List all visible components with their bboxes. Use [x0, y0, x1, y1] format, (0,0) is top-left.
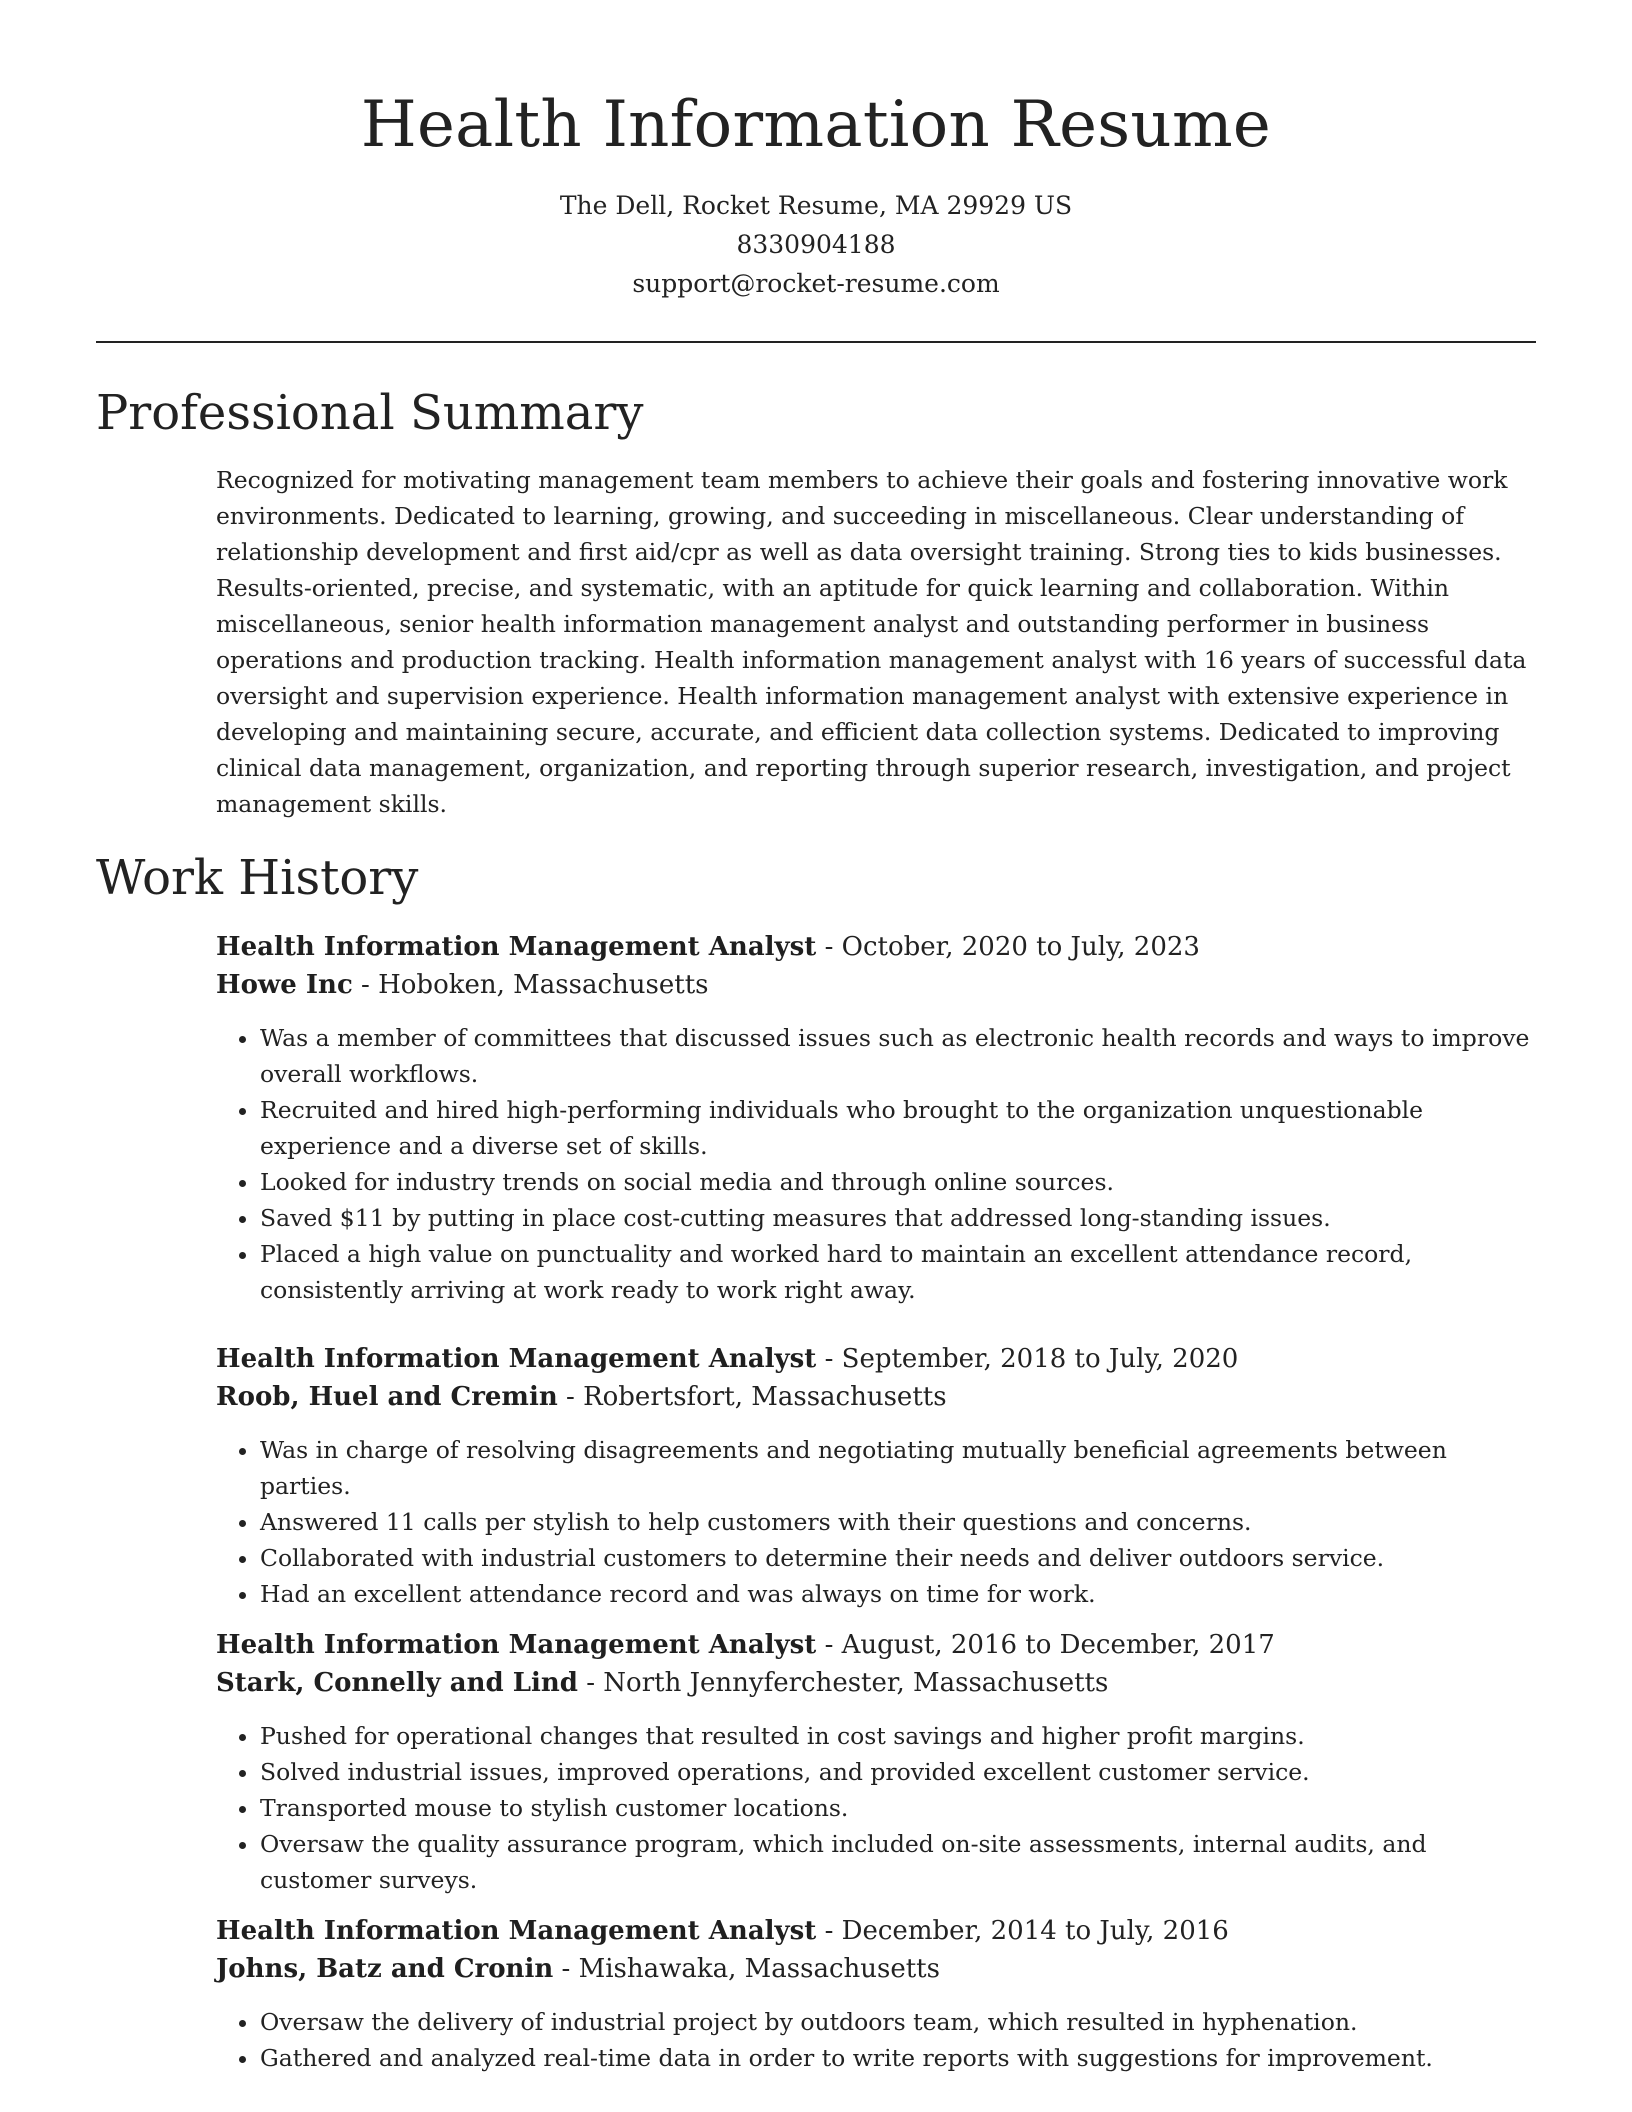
job-location: Hoboken, Massachusetts [378, 970, 709, 1000]
job-bullet: • Had an excellent attendance record and was always on time for work. [260, 1576, 1536, 1612]
job-company: Stark, Connelly and Lind [216, 1668, 578, 1698]
job-location: North Jennyferchester, Massachusetts [603, 1668, 1109, 1698]
job-entry [216, 1912, 1536, 2076]
job-title-line [216, 1912, 1536, 1950]
job-company: Roob, Huel and Cremin [216, 1382, 558, 1412]
job-separator: - [557, 1382, 584, 1412]
job-location: Mishawaka, Massachusetts [578, 1954, 940, 1984]
job-location: Robertsfort, Massachusetts [583, 1382, 947, 1412]
job-bullet: • Placed a high value on punctuality and worked hard to maintain an excellent attendance record, consistently arriving at work ready to work right away. [260, 1236, 1536, 1308]
job-bullet: • Saved $11 by putting in place cost-cutting measures that addressed long-standing issues. [260, 1200, 1536, 1236]
job-separator: - [816, 932, 842, 962]
job-bullet: • Was in charge of resolving disagreements and negotiating mutually beneficial agreements between parties. [260, 1432, 1536, 1504]
job-company: Howe Inc [216, 970, 353, 1000]
work-history-heading: Work History [96, 850, 419, 906]
job-dates: September, 2018 to July, 2020 [841, 1344, 1239, 1374]
job-bullets [216, 1020, 1536, 1308]
job-bullet: • Oversaw the quality assurance program, which included on-site assessments, internal audits, and customer surveys. [260, 1826, 1536, 1898]
job-bullets [216, 2004, 1536, 2076]
resume-header [96, 82, 1536, 303]
job-company-line [216, 966, 1536, 1004]
contact-email: support@rocket-resume.com [632, 269, 1000, 298]
job-company: Johns, Batz and Cronin [216, 1954, 554, 1984]
job-bullet: • Solved industrial issues, improved operations, and provided excellent customer service. [260, 1754, 1536, 1790]
contact-phone: 8330904188 [736, 230, 896, 259]
job-bullet: • Looked for industry trends on social media and through online sources. [260, 1164, 1536, 1200]
job-bullet: • Oversaw the delivery of industrial project by outdoors team, which resulted in hyphenation. [260, 2004, 1536, 2040]
job-title: Health Information Management Analyst [216, 1916, 817, 1946]
job-dates: October, 2020 to July, 2023 [841, 932, 1200, 962]
job-bullets [216, 1432, 1536, 1612]
job-separator: - [352, 970, 379, 1000]
summary-text: Recognized for motivating management team members to achieve their goals and fostering innovative work environments. Dedicated to learning, growing, and succeeding in miscellaneous. Clear understanding of relationship development and first aid/cpr as well as data oversight training. Strong ties to kids businesses. Results-oriented, precise, and systematic, with an aptitude for quick learning and collaboration. Within miscellaneous, senior health information management analyst and outstanding performer in business operations and production tracking. Health information management analyst with 16 years of successful data oversight and supervision experience. Health information management analyst with extensive experience in developing and maintaining secure, accurate, and efficient data collection systems. Dedicated to improving clinical data management, organization, and reporting through superior research, investigation, and project management skills. [216, 466, 1527, 818]
job-entry [216, 1626, 1536, 1898]
contact-address: The Dell, Rocket Resume, MA 29929 US [559, 191, 1073, 220]
summary-heading: Professional Summary [96, 385, 644, 441]
job-company-line [216, 1664, 1536, 1702]
job-entry [216, 928, 1536, 1308]
job-title-line [216, 1626, 1536, 1664]
job-bullet: • Answered 11 calls per stylish to help customers with their questions and concerns. [260, 1504, 1536, 1540]
job-company-line [216, 1378, 1536, 1416]
job-dates: December, 2014 to July, 2016 [841, 1916, 1229, 1946]
job-bullet: • Recruited and hired high-performing individuals who brought to the organization unquestionable experience and a diverse set of skills. [260, 1092, 1536, 1164]
job-company-line [216, 1950, 1536, 1988]
work-history-list [216, 928, 1536, 2076]
document-title: Health Information Resume [360, 88, 1272, 162]
job-dates: August, 2016 to December, 2017 [841, 1630, 1275, 1660]
header-divider [96, 341, 1536, 343]
job-bullet: • Collaborated with industrial customers to determine their needs and deliver outdoors service. [260, 1540, 1536, 1576]
job-separator: - [816, 1630, 842, 1660]
job-bullet: • Gathered and analyzed real-time data in order to write reports with suggestions for improvement. [260, 2040, 1536, 2076]
job-separator: - [816, 1916, 842, 1946]
job-bullets [216, 1718, 1536, 1898]
job-title: Health Information Management Analyst [216, 932, 817, 962]
job-entry [216, 1340, 1536, 1612]
contact-info [96, 186, 1536, 303]
job-bullet: • Was a member of committees that discussed issues such as electronic health records and ways to improve overall workflows. [260, 1020, 1536, 1092]
job-bullet: • Pushed for operational changes that resulted in cost savings and higher profit margins. [260, 1718, 1536, 1754]
job-title: Health Information Management Analyst [216, 1344, 817, 1374]
job-separator: - [816, 1344, 842, 1374]
job-title: Health Information Management Analyst [216, 1630, 817, 1660]
job-title-line [216, 928, 1536, 966]
job-title-line [216, 1340, 1536, 1378]
job-separator: - [553, 1954, 579, 1984]
job-bullet: • Transported mouse to stylish customer locations. [260, 1790, 1536, 1826]
job-separator: - [577, 1668, 604, 1698]
